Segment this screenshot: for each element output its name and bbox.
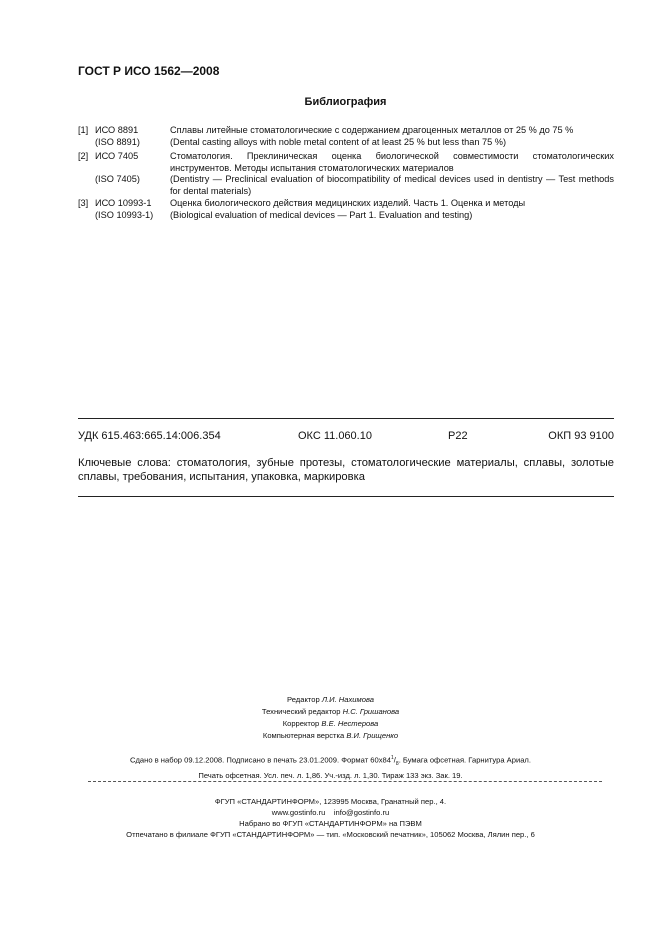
tech-editor-name: Н.С. Гришанова <box>342 707 400 716</box>
entry-number: [2] <box>78 151 89 161</box>
layout-name: В.И. Грищенко <box>346 731 399 740</box>
publisher-address: ФГУП «СТАНДАРТИНФОРМ», 123995 Москва, Гранатный пер., 4. <box>214 797 447 806</box>
entry-number: [3] <box>78 198 89 208</box>
entry-text-ru: Оценка биологического действия медицинских изделий. Часть 1. Оценка и методы <box>170 198 526 208</box>
bibliography-title: Библиография <box>304 96 387 108</box>
entry-text-en: (Dental casting alloys with noble metal content of at least 25 % but less than 75 %) <box>170 137 507 147</box>
imprint-line-2: Печать офсетная. Усл. печ. л. 1,86. Уч.-изд. л. 1,30. Тираж 133 экз. Зак. 19. <box>198 771 463 781</box>
printed-note: Отпечатано в филиале ФГУП «СТАНДАРТИНФОРМ» — тип. «Московский печатник», 105062 Москва, Лялин пер., 6 <box>126 830 535 839</box>
entry-text-en: (Dentistry — Preclinical evaluation of biocompatibility of medical devices used in dentistry — Test methods for dental materials) <box>170 174 614 196</box>
keywords: Ключевые слова: стоматология, зубные протезы, стоматологические материалы, сплавы, золотые сплавы, требования, испытания, упаковка, маркировка <box>78 457 614 483</box>
imprint-line-1: Сдано в набор 09.12.2008. Подписано в печать 23.01.2009. Формат $60х84^1/_8$. Бумага офсетная. Гарнитура Ариал. <box>130 755 531 768</box>
document-code: ГОСТ Р ИСО 1562—2008 <box>78 64 220 78</box>
dashed-divider <box>88 781 602 782</box>
publisher-block <box>0 796 661 840</box>
entry-code-en: (ISO 7405) <box>95 174 140 184</box>
entry-text-ru: Сплавы литейные стоматологические с содержанием драгоценных металлов от 25 % до 75 % <box>170 125 574 135</box>
entry-code-ru: ИСО 8891 <box>95 125 139 135</box>
tech-editor-line: Технический редактор Н.С. Гришанова <box>261 707 400 716</box>
typeset-note: Набрано во ФГУП «СТАНДАРТИНФОРМ» на ПЭВМ <box>239 819 422 828</box>
entry-code-en: (ISO 10993-1) <box>95 210 154 220</box>
publisher-contacts <box>0 807 661 818</box>
divider-top <box>78 418 614 419</box>
divider-bottom <box>78 496 614 497</box>
entry-code-ru: ИСО 7405 <box>95 151 139 161</box>
bibliography-entry-1 <box>0 124 661 150</box>
bibliography-entry-3 <box>0 197 661 223</box>
publisher-email[interactable]: info@gostinfo.ru <box>333 808 390 817</box>
entry-text-en: (Biological evaluation of medical devices — Part 1. Evaluation and testing) <box>170 210 473 220</box>
bibliography-entry-2 <box>0 150 661 198</box>
udk-code: УДК 615.463:665.14:006.354 <box>78 430 221 442</box>
entry-number: [1] <box>78 125 89 135</box>
entry-code-ru: ИСО 10993-1 <box>95 198 152 208</box>
imprint-block <box>0 752 661 782</box>
proofreader-name: В.Е. Нестерова <box>321 719 379 728</box>
proofreader-line: Корректор В.Е. Нестерова <box>282 719 379 728</box>
editor-name: Л.И. Нахимова <box>321 695 374 704</box>
group-code: Р22 <box>448 430 468 442</box>
entry-text-ru: Стоматология. Преклиническая оценка биологической совместимости стоматологических инструментов. Методы испытания стоматологических материалов <box>170 151 614 173</box>
oks-code: ОКС 11.060.10 <box>298 430 372 442</box>
entry-code-en: (ISO 8891) <box>95 137 140 147</box>
layout-line: Компьютерная верстка В.И. Грищенко <box>262 731 399 740</box>
okp-code: ОКП 93 9100 <box>548 430 614 442</box>
publisher-website[interactable]: www.gostinfo.ru <box>271 808 326 817</box>
credits-block <box>0 694 661 742</box>
editor-line: Редактор Л.И. Нахимова <box>287 695 374 704</box>
